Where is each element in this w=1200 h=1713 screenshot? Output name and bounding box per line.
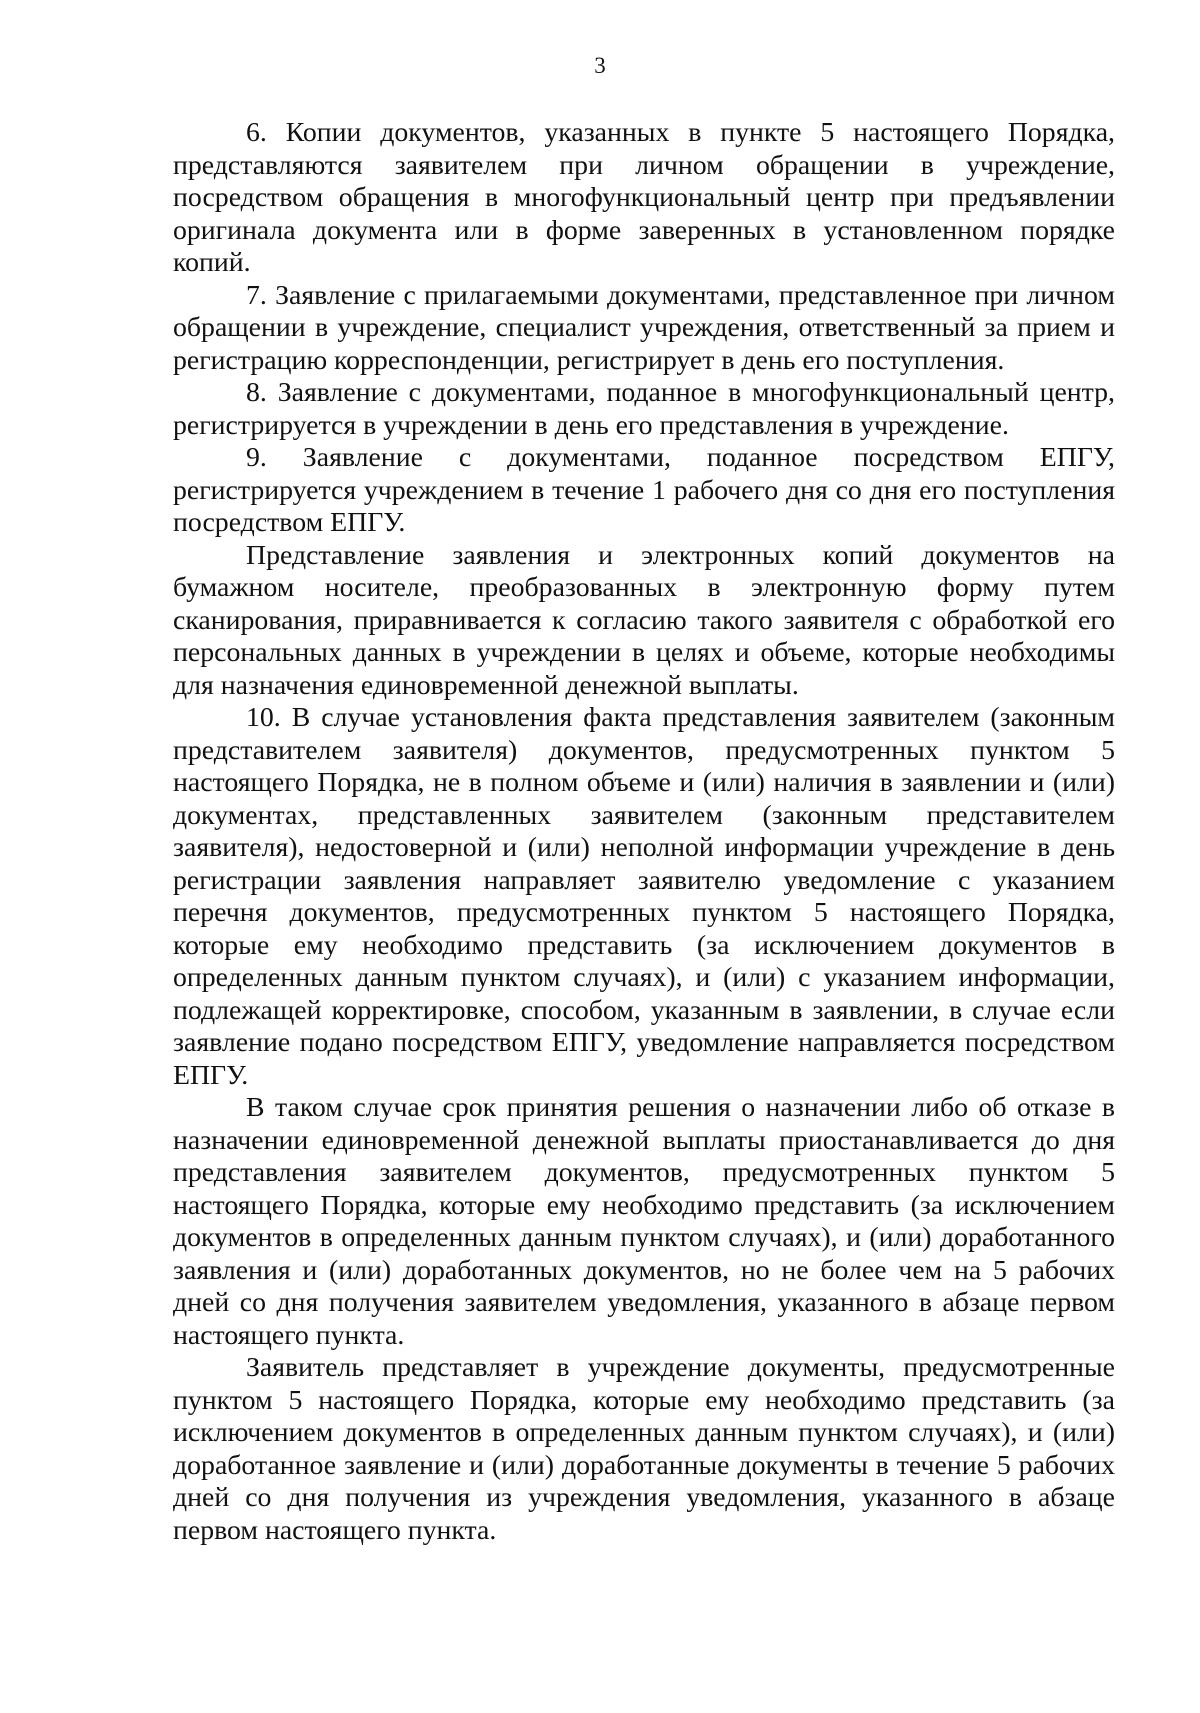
document-body xyxy=(173,117,1115,1547)
paragraph-8: 8. Заявление с документами, поданное в многофункциональный центр, регистрируется в учреждении в день его представления в учреждение. xyxy=(173,377,1115,441)
paragraph-6: 6. Копии документов, указанных в пункте 5 настоящего Порядка, представляются заявителем при личном обращении в учреждение, посредством обращения в многофункциональный центр при предъявлении оригинала документа или в форме заверенных в установленном порядке копий. xyxy=(173,117,1115,278)
paragraph-9: 9. Заявление с документами, поданное посредством ЕПГУ, регистрируется учреждением в течение 1 рабочего дня со дня его поступления посредством ЕПГУ. xyxy=(173,442,1115,538)
paragraph-7: 7. Заявление с прилагаемыми документами, представленное при личном обращении в учреждение, специалист учреждения, ответственный за прием и регистрацию корреспонденции, регистрирует в день его поступления. xyxy=(173,279,1115,376)
paragraph-10-submission: Заявитель представляет в учреждение документы, предусмотренные пунктом 5 настоящего Порядка, которые ему необходимо представить (за исключением документов в определенных данным пунктом случаях), и (или) доработанное заявление и (или) доработанные документы в течение 5 рабочих дней со дня получения из учреждения уведомления, указанного в абзаце первом настоящего пункта. xyxy=(173,1352,1115,1546)
paragraph-10: 10. В случае установления факта представления заявителем (законным представителем заявителя) документов, предусмотренных пунктом 5 настоящего Порядка, не в полном объеме и (или) наличия в заявлении и (или) документах, представленных заявителем (законным представителем заявителя), недостоверной и (или) неполной информации учреждение в день регистрации заявления направляет заявителю уведомление с указанием перечня документов, предусмотренных пунктом 5 настоящего Порядка, которые ему необходимо представить (за исключением документов в определенных данным пунктом случаях), и (или) с указанием информации, подлежащей корректировке, способом, указанным в заявлении, в случае если заявление подано посредством ЕПГУ, уведомление направляется посредством ЕПГУ. xyxy=(173,702,1115,1091)
paragraph-10-suspension: В таком случае срок принятия решения о назначении либо об отказе в назначении единовременной денежной выплаты приостанавливается до дня представления заявителем документов, предусмотренных пунктом 5 настоящего Порядка, которые ему необходимо представить (за исключением документов в определенных данным пунктом случаях), и (или) доработанного заявления и (или) доработанных документов, но не более чем на 5 рабочих дней со дня получения заявителем уведомления, указанного в абзаце первом настоящего пункта. xyxy=(173,1092,1115,1351)
paragraph-9-consent: Представление заявления и электронных копий документов на бумажном носителе, преобразованных в электронную форму путем сканирования, приравнивается к согласию такого заявителя с обработкой его персональных данных в учреждении в целях и объеме, которые необходимы для назначения единовременной денежной выплаты. xyxy=(173,539,1115,701)
page-number: 3 xyxy=(594,53,606,78)
